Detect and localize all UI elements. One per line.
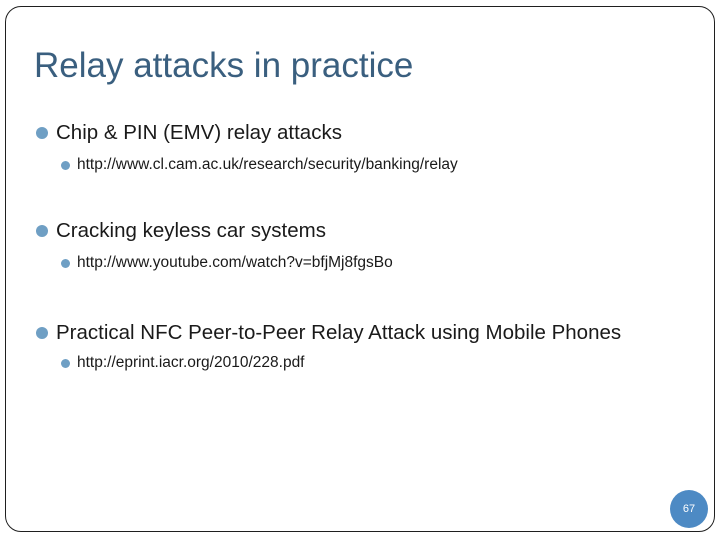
sub-bullet-link[interactable]: http://www.cl.cam.ac.uk/research/security/banking/relay xyxy=(77,156,458,173)
bullet-text: Cracking keyless car systems xyxy=(56,219,326,242)
bullet-text: Practical NFC Peer-to-Peer Relay Attack using Mobile Phones xyxy=(56,321,622,344)
sub-bullet-nfc-link xyxy=(61,353,305,373)
sub-bullet-emv-link xyxy=(61,155,458,175)
bullet-keyless-car xyxy=(36,218,326,244)
sub-bullet-link[interactable]: http://www.youtube.com/watch?v=bfjMj8fgsBo xyxy=(77,254,393,271)
bullet-nfc-relay xyxy=(36,320,621,346)
slide-title: Relay attacks in practice xyxy=(34,46,414,85)
sub-bullet-dot-icon xyxy=(61,259,70,268)
bullet-text: Chip & PIN (EMV) relay attacks xyxy=(56,121,342,144)
sub-bullet-keyless-link xyxy=(61,253,393,273)
page-number-badge xyxy=(670,490,708,528)
bullet-dot-icon xyxy=(36,225,48,237)
page-number: 67 xyxy=(682,503,696,515)
bullet-dot-icon xyxy=(36,327,48,339)
sub-bullet-dot-icon xyxy=(61,161,70,170)
sub-bullet-dot-icon xyxy=(61,359,70,368)
sub-bullet-link[interactable]: http://eprint.iacr.org/2010/228.pdf xyxy=(77,354,305,371)
bullet-emv-relay xyxy=(36,120,342,146)
bullet-dot-icon xyxy=(36,127,48,139)
